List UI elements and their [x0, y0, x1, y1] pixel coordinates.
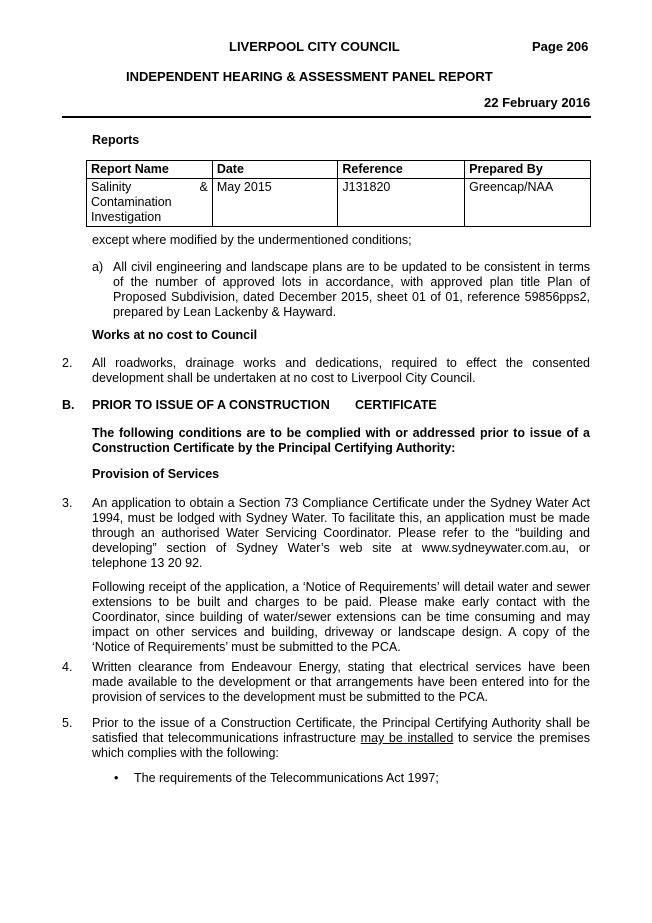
- item-3-text-2: Following receipt of the application, a ‘Notice of Requirements’ will detail water and sewer extensions to be built and charges to be paid. Please make early contact with the Coordinator, since building of water/sewer extensions can be time consuming and may impact on other services and building, driveway or landscape design. A copy of the ‘Notice of Requirements’ must be submitted to the PCA.: [92, 580, 590, 654]
- report-title: INDEPENDENT HEARING & ASSESSMENT PANEL REPORT: [126, 69, 493, 84]
- item-5-text: [92, 716, 590, 761]
- report-date: 22 February 2016: [484, 95, 591, 110]
- item-a-label: a): [92, 260, 104, 274]
- col-report-name: Report Name: [87, 161, 213, 179]
- cell-reference: J131820: [338, 179, 465, 227]
- reports-heading: Reports: [92, 133, 140, 147]
- item-2-number: 2.: [62, 356, 73, 370]
- reports-table: [86, 160, 591, 227]
- section-b-title-part1: PRIOR TO ISSUE OF A CONSTRUCTION: [92, 398, 330, 412]
- item-3-number: 3.: [62, 496, 73, 510]
- item-5-underlined: may be installed: [360, 731, 454, 745]
- col-reference: Reference: [338, 161, 465, 179]
- works-heading: Works at no cost to Council: [92, 328, 258, 342]
- item-3-text: An application to obtain a Section 73 Compliance Certificate under the Sydney Water Act 1994, must be lodged with Sydney Water. To facilitate this, an application must be made through an authorised Water Servicing Coordinator. Please refer to the “building and developing” section of Sydney Water’s web site at www.sydneywater.com.au, or telephone 13 20 92.: [92, 496, 590, 570]
- section-b-title-part2: CERTIFICATE: [355, 398, 437, 412]
- section-b-intro: The following conditions are to be complied with or addressed prior to issue of a Construction Certificate by the Principal Certifying Authority:: [92, 426, 590, 455]
- col-prepared-by: Prepared By: [465, 161, 591, 179]
- cell-date: May 2015: [212, 179, 338, 227]
- item-5-number: 5.: [62, 716, 73, 730]
- report-name-line2: Contamination: [91, 195, 172, 209]
- page-number: Page 206: [532, 39, 589, 54]
- item-5-text-after: to service the premises which complies with the following:: [92, 731, 591, 760]
- report-name-amp: &: [199, 180, 208, 194]
- bullet-dot: •: [114, 771, 119, 785]
- council-name: LIVERPOOL CITY COUNCIL: [229, 39, 400, 54]
- services-heading: Provision of Services: [92, 467, 220, 481]
- cell-report-name: [87, 179, 213, 227]
- header-rule: [62, 116, 591, 118]
- item-5-text-before: Prior to the issue of a Construction Certificate, the Principal Certifying Authority shall be satisfied that telecommunications infrastructure: [92, 716, 590, 745]
- table-header-row: [87, 161, 591, 179]
- item-a-text: All civil engineering and landscape plans are to be updated to be consistent in terms of the number of approved lots in accordance, with approved plan title Plan of Proposed Subdivision, dated December 2015, sheet 01 of 01, reference 59856pps2, prepared by Lean Lackenby & Hayward.: [113, 260, 590, 319]
- bullet-1-text: The requirements of the Telecommunications Act 1997;: [134, 771, 439, 785]
- section-b-letter: B.: [62, 398, 75, 412]
- item-2-text: All roadworks, drainage works and dedications, required to effect the consented development shall be undertaken at no cost to Liverpool City Council.: [92, 356, 590, 385]
- report-name-line3: Investigation: [91, 210, 162, 224]
- item-4-number: 4.: [62, 660, 73, 674]
- table-row: [87, 179, 591, 227]
- item-4-text: Written clearance from Endeavour Energy, stating that electrical services have been made available to the development or that arrangements have been entered into for the provision of services to the development must be submitted to the PCA.: [92, 660, 590, 704]
- except-text: except where modified by the undermentioned conditions;: [92, 233, 412, 247]
- report-name-line1: Salinity: [91, 180, 132, 194]
- col-date: Date: [212, 161, 338, 179]
- cell-prepared-by: Greencap/NAA: [465, 179, 591, 227]
